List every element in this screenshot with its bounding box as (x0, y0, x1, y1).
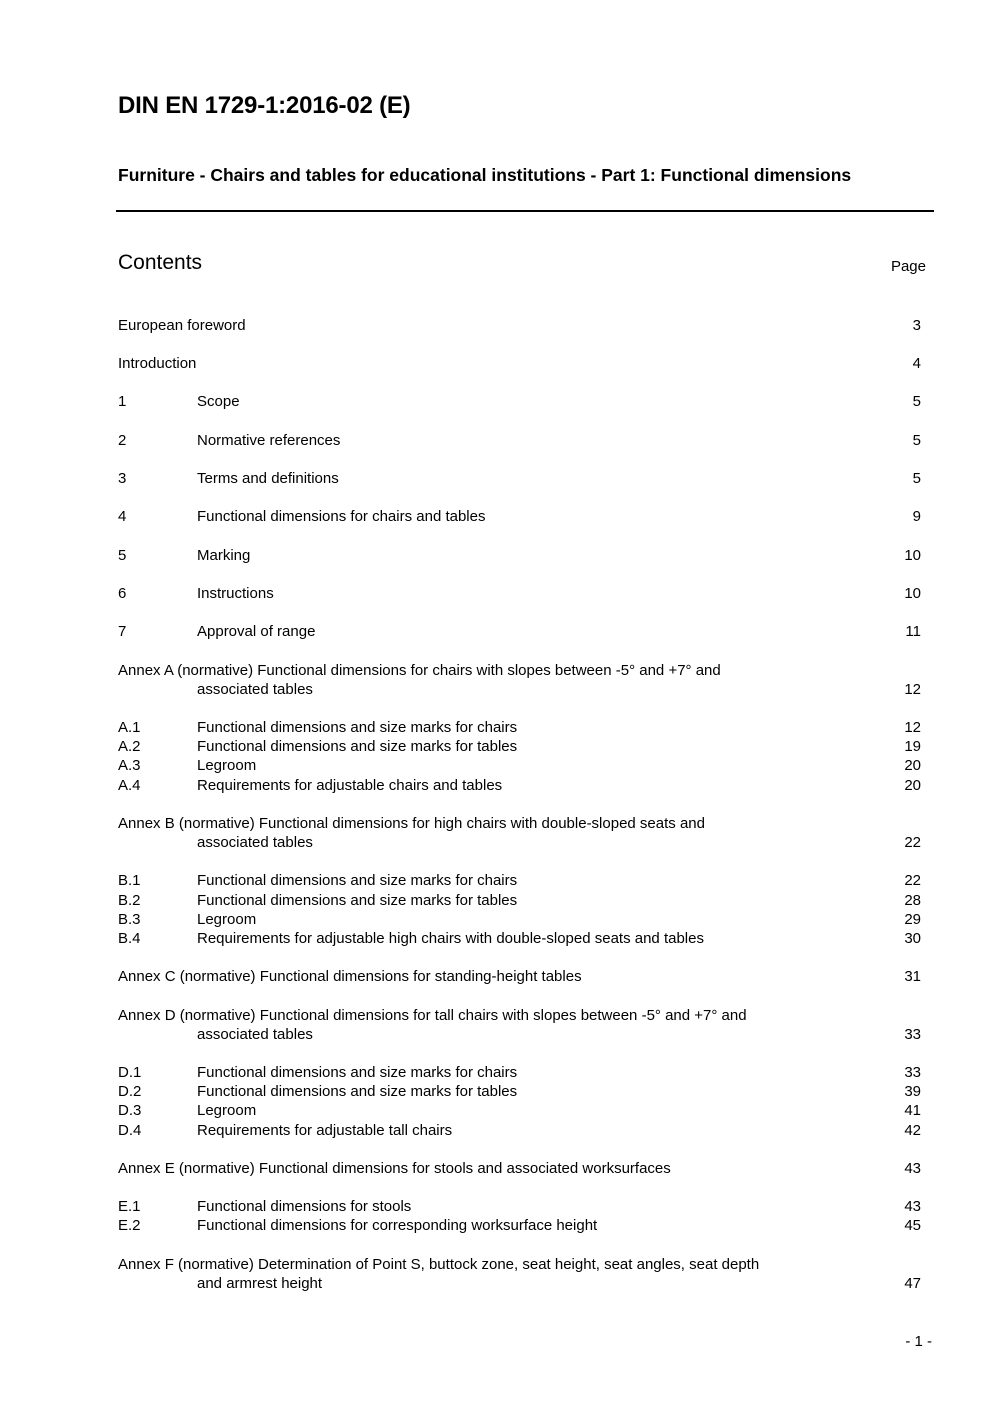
toc-entry-number: D.4 (118, 1122, 142, 1139)
toc-entry[interactable] (118, 1159, 921, 1178)
toc-entry-title: Marking (197, 546, 254, 565)
toc-entry-title: associated tables (197, 833, 317, 852)
toc-entry-page: 22 (904, 872, 921, 889)
toc-entry-title: and armrest height (197, 1274, 326, 1293)
toc-entry-page: 5 (912, 393, 921, 410)
toc-entry-number: A.3 (118, 757, 141, 774)
toc-entry-number: 5 (118, 547, 127, 564)
toc-entry[interactable] (118, 891, 921, 910)
toc-entry-number: A.4 (118, 777, 141, 794)
toc-entry[interactable] (118, 814, 921, 853)
toc-entry-title: Annex B (normative) Functional dimensions for high chairs with double-sloped seats and (118, 814, 709, 833)
toc-entry-page: 22 (904, 834, 921, 852)
toc-entry-page: 33 (904, 1026, 921, 1044)
toc-entry-title: associated tables (197, 1025, 317, 1044)
toc-entry-page: 10 (904, 585, 921, 602)
toc-entry-page: 47 (904, 1275, 921, 1293)
toc-entry-page: 31 (904, 968, 921, 985)
toc-entry-title: Terms and definitions (197, 469, 343, 488)
toc-entry[interactable] (118, 316, 921, 335)
toc-entry-page: 30 (904, 930, 921, 947)
toc-entry-title: Functional dimensions and size marks for chairs (197, 718, 521, 737)
document-subtitle: Furniture - Chairs and tables for educational institutions - Part 1: Functional dimensions (118, 165, 852, 185)
toc-entry[interactable] (118, 584, 921, 603)
toc-entry-title: Requirements for adjustable high chairs with double-sloped seats and tables (197, 929, 708, 948)
toc-entry-page: 11 (905, 623, 921, 640)
toc-entry-title: European foreword (118, 316, 250, 335)
toc-entry[interactable] (118, 910, 921, 929)
toc-entry-title: Annex E (normative) Functional dimensions for stools and associated worksurfaces (118, 1159, 675, 1178)
toc-entry-title: Legroom (197, 910, 260, 929)
toc-entry[interactable] (118, 1082, 921, 1101)
toc-entry-page: 19 (904, 738, 921, 755)
toc-entry-number: 1 (118, 393, 127, 410)
toc-entry-title: Annex F (normative) Determination of Point S, buttock zone, seat height, seat angles, seat depth (118, 1255, 763, 1274)
toc-entry[interactable] (118, 354, 921, 373)
toc-entry-page: 5 (912, 470, 921, 487)
toc-entry[interactable] (118, 1063, 921, 1082)
toc-entry[interactable] (118, 871, 921, 890)
toc-entry-page: 43 (904, 1160, 921, 1177)
toc-entry-title: Functional dimensions and size marks for tables (197, 1082, 521, 1101)
toc-entry-title: Annex D (normative) Functional dimensions for tall chairs with slopes between -5° and +7° and (118, 1006, 751, 1025)
toc-entry-number: B.3 (118, 911, 141, 928)
toc-entry[interactable] (118, 661, 921, 700)
toc-entry-number: A.1 (118, 719, 141, 736)
toc-entry-title: Introduction (118, 354, 200, 373)
toc-entry-number: 2 (118, 432, 127, 449)
toc-entry-number: 7 (118, 623, 127, 640)
toc-entry-page: 10 (904, 547, 921, 564)
toc-entry[interactable] (118, 622, 921, 641)
toc-entry[interactable] (118, 1255, 921, 1294)
toc-entry-page: 20 (904, 777, 921, 794)
toc-entry-title: Requirements for adjustable chairs and tables (197, 776, 506, 795)
title-rule (116, 210, 934, 212)
toc-entry-number: E.1 (118, 1198, 141, 1215)
toc-entry-page: 41 (904, 1102, 921, 1119)
toc-entry[interactable] (118, 431, 921, 450)
toc-entry-page: 42 (904, 1122, 921, 1139)
toc-entry[interactable] (118, 737, 921, 756)
toc-entry-title: Scope (197, 392, 244, 411)
toc-entry[interactable] (118, 546, 921, 565)
toc-entry-page: 9 (912, 508, 921, 525)
toc-entry-number: D.1 (118, 1064, 142, 1081)
toc-entry-page: 43 (904, 1198, 921, 1215)
toc-entry-page: 28 (904, 892, 921, 909)
toc-entry[interactable] (118, 929, 921, 948)
toc-entry-title: Functional dimensions and size marks for chairs (197, 1063, 521, 1082)
toc-entry-page: 33 (904, 1064, 921, 1081)
toc-entry-title: Legroom (197, 756, 260, 775)
toc-entry-page: 39 (904, 1083, 921, 1100)
toc-entry-page: 3 (912, 317, 921, 334)
toc-entry-title: Normative references (197, 431, 344, 450)
toc-entry-number: B.2 (118, 892, 141, 909)
toc-entry-number: 3 (118, 470, 127, 487)
toc-entry-title: Functional dimensions and size marks for tables (197, 891, 521, 910)
contents-heading: Contents (118, 251, 203, 274)
toc-entry-title: Functional dimensions for corresponding worksurface height (197, 1216, 601, 1235)
toc-entry-title: Requirements for adjustable tall chairs (197, 1121, 456, 1140)
toc-entry-page: 12 (904, 681, 921, 699)
toc-entry-title: Functional dimensions and size marks for chairs (197, 871, 521, 890)
toc-entry-page: 20 (904, 757, 921, 774)
toc-entry-number: A.2 (118, 738, 141, 755)
toc-entry[interactable] (118, 392, 921, 411)
toc-entry-number: 6 (118, 585, 127, 602)
toc-entry-page: 5 (912, 432, 921, 449)
toc-entry-title: Functional dimensions for chairs and tables (197, 507, 490, 526)
toc-entry-number: B.1 (118, 872, 141, 889)
toc-entry[interactable] (118, 469, 921, 488)
toc-entry-title: Approval of range (197, 622, 319, 641)
toc-entry[interactable] (118, 756, 921, 775)
toc-entry-page: 4 (912, 355, 921, 372)
toc-entry[interactable] (118, 1101, 921, 1120)
document-title: DIN EN 1729-1:2016-02 (E) (118, 92, 411, 119)
toc-entry-number: B.4 (118, 930, 141, 947)
toc-entry-number: D.2 (118, 1083, 142, 1100)
toc-entry-number: 4 (118, 508, 127, 525)
toc-entry-title: Legroom (197, 1101, 260, 1120)
toc-entry[interactable] (118, 718, 921, 737)
toc-entry-title: Annex A (normative) Functional dimensions for chairs with slopes between -5° and +7° and (118, 661, 725, 680)
toc-entry-number: D.3 (118, 1102, 142, 1119)
toc-entry-title: Annex C (normative) Functional dimensions for standing-height tables (118, 967, 586, 986)
toc-entry-page: 29 (904, 911, 921, 928)
page-column-label: Page (890, 258, 926, 275)
toc-entry-number: E.2 (118, 1217, 141, 1234)
toc-entry-page: 12 (904, 719, 921, 736)
toc-entry[interactable] (118, 967, 921, 986)
toc-entry[interactable] (118, 507, 921, 526)
toc-entry-title: associated tables (197, 680, 317, 699)
toc-entry[interactable] (118, 1197, 921, 1216)
toc-entry-title: Instructions (197, 584, 278, 603)
footer-page-number: - 1 - (905, 1333, 932, 1350)
toc-entry-title: Functional dimensions and size marks for tables (197, 737, 521, 756)
toc-entry[interactable] (118, 1006, 921, 1045)
toc-entry[interactable] (118, 1216, 921, 1235)
toc-entry-title: Functional dimensions for stools (197, 1197, 415, 1216)
toc-entry-page: 45 (904, 1217, 921, 1234)
toc-entry[interactable] (118, 1121, 921, 1140)
toc-entry[interactable] (118, 776, 921, 795)
